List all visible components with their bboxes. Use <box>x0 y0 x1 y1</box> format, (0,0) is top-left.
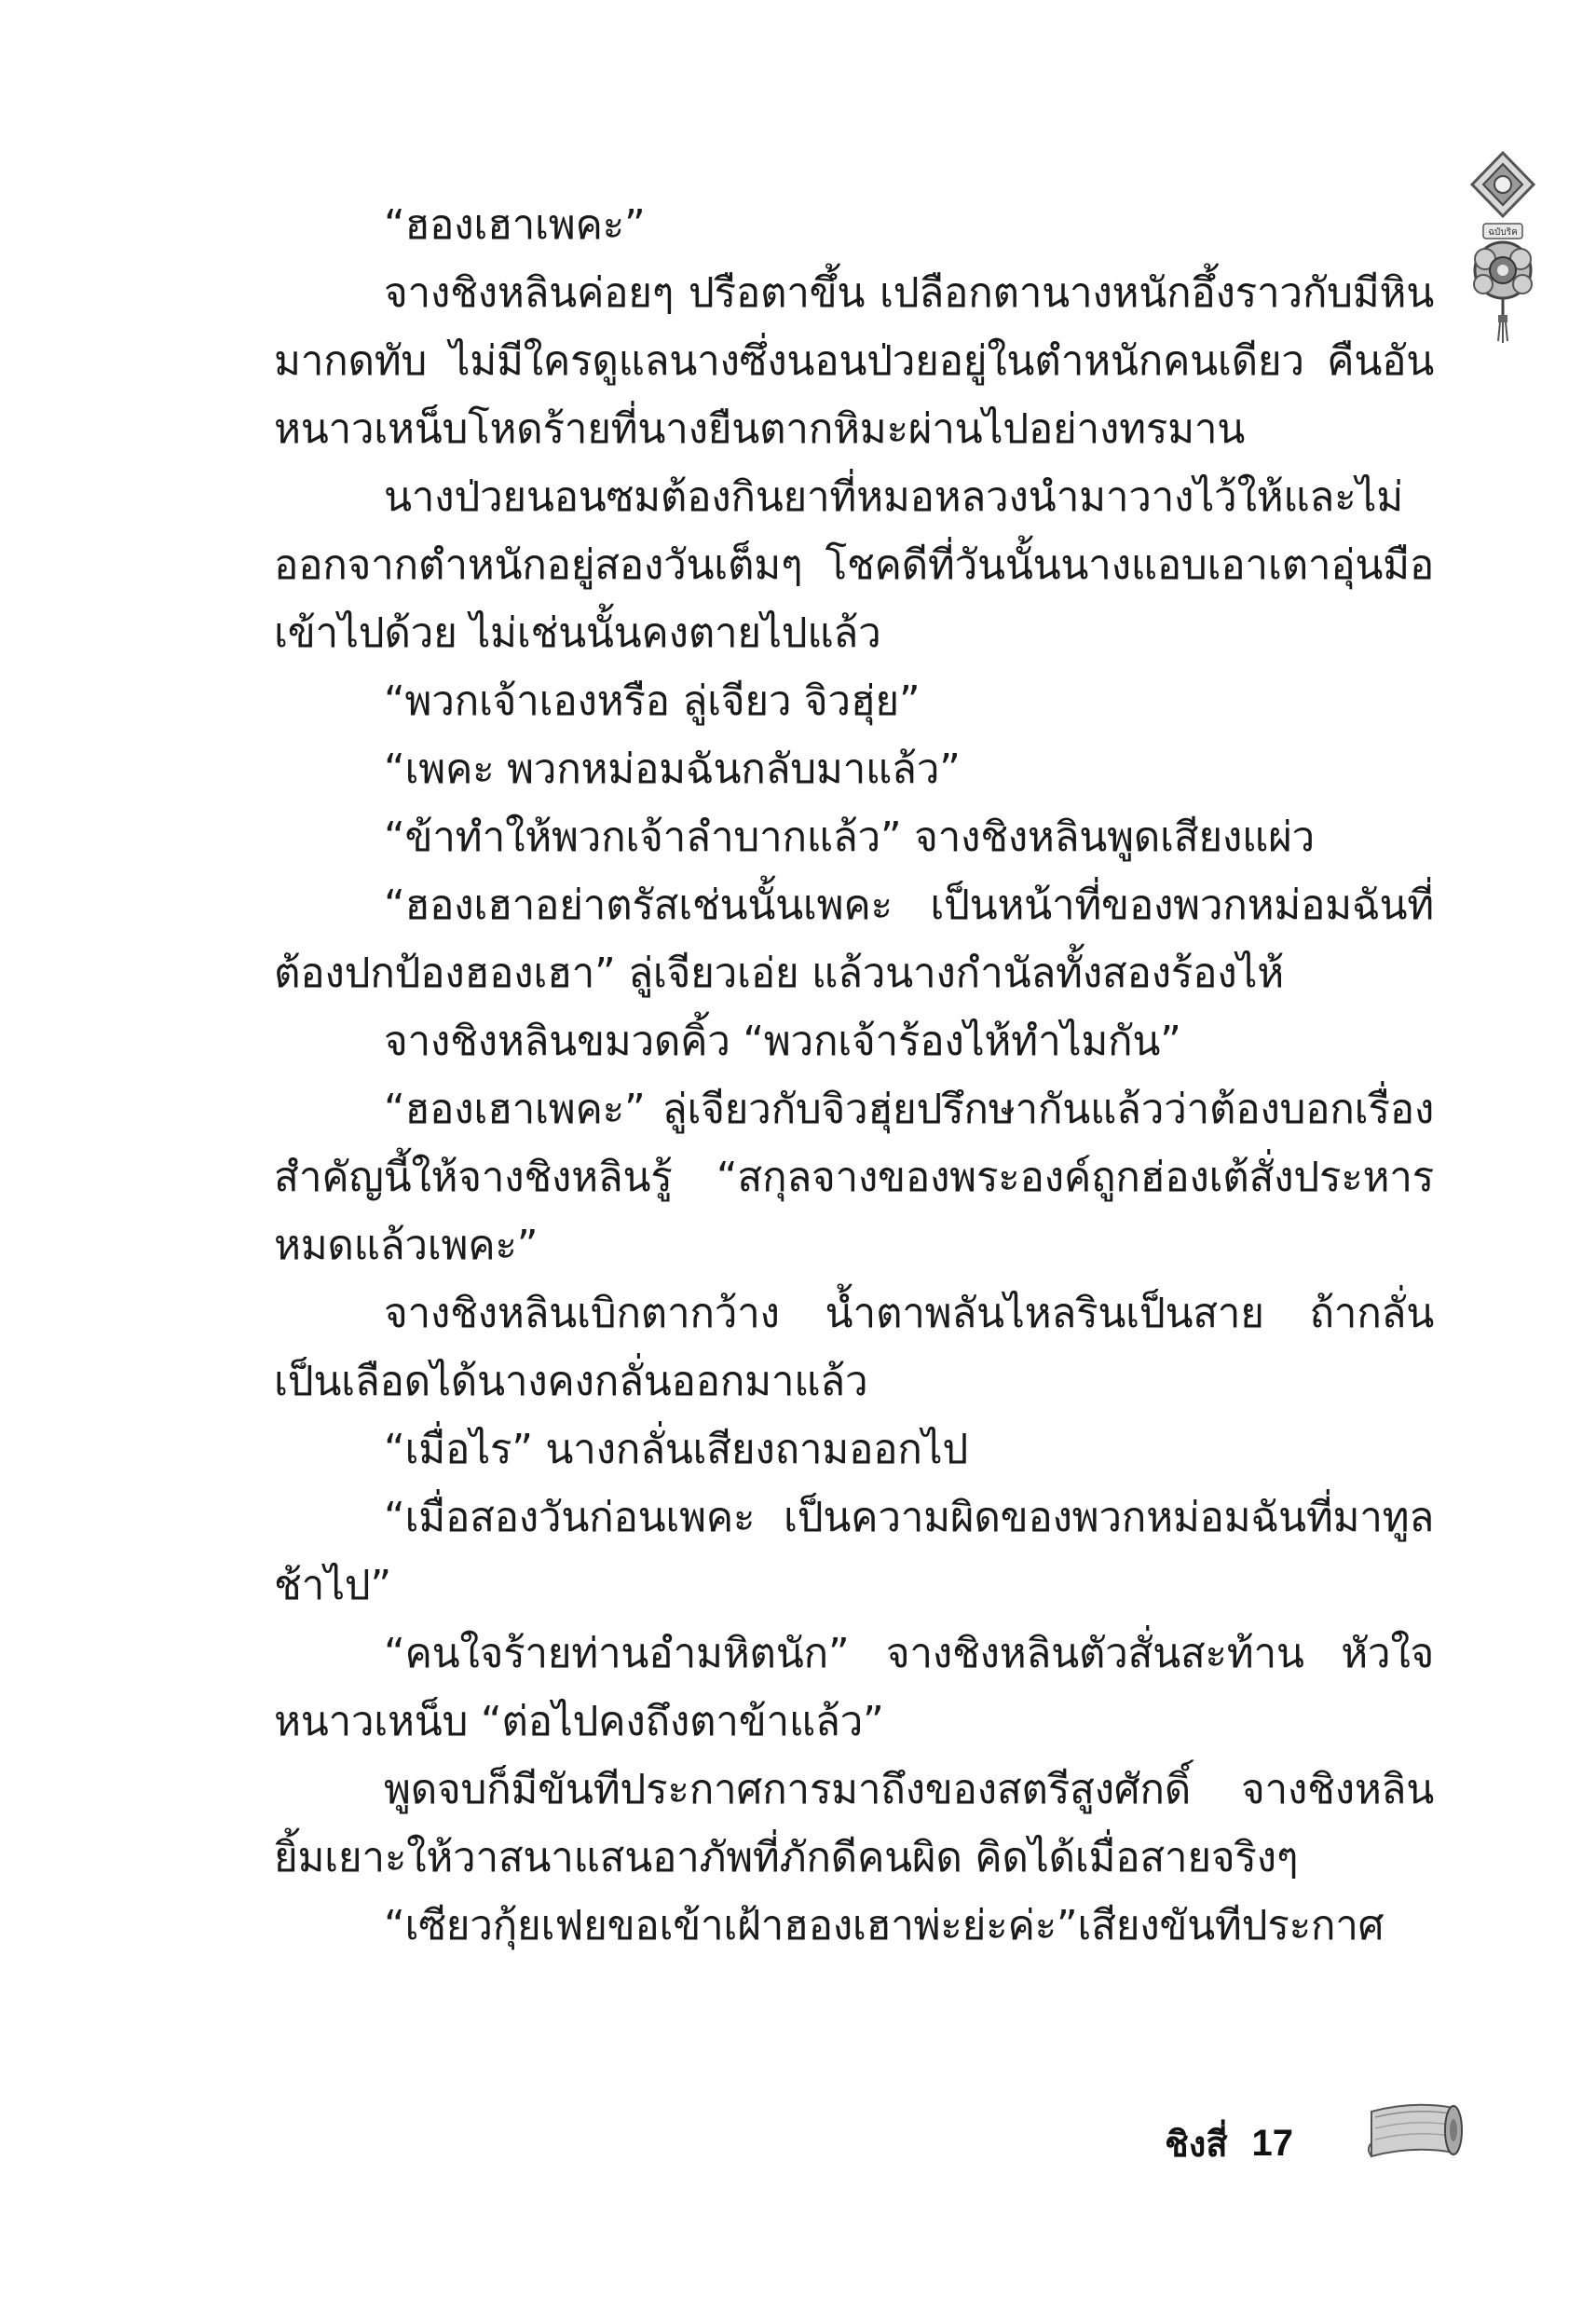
paragraph: “เพคะ พวกหม่อมฉันกลับมาแล้ว” <box>384 745 961 793</box>
paragraph: จางชิงหลินขมวดคิ้ว “พวกเจ้าร้องไห้ทำไมกัน” <box>384 1018 1181 1065</box>
book-title: ชิงสี่ <box>1165 2123 1228 2165</box>
chinese-knot-ornament-icon <box>1461 149 1545 345</box>
scroll-icon <box>1362 2095 1465 2175</box>
body-text <box>274 191 1434 1960</box>
paragraph: “ข้าทำให้พวกเจ้าลำบากแล้ว” จางชิงหลินพูดเสียงแผ่ว <box>384 814 1315 861</box>
paragraph: “เมื่อไร” นางกลั่นเสียงถามออกไป <box>384 1426 969 1473</box>
page-footer <box>1165 2115 1293 2171</box>
paragraph: นางป่วยนอนซมต้องกินยาที่หมอหลวงนำมาวางไว้ให้และไม่ออกจากตำหนักอยู่สองวันเต็มๆ โชคดีที่วันนั้นนางแอบเอาเตาอุ่นมือเข้าไปด้วย ไม่เช่นนั้นคงตายไปแล้ว <box>274 473 1434 657</box>
ornament-label: ฉบับริค <box>1488 227 1518 238</box>
paragraph: พูดจบก็มีขันทีประกาศการมาถึงของสตรีสูงศักดิ์ จางชิงหลินยิ้มเยาะให้วาสนาแสนอาภัพที่ภักดีคนผิด คิดได้เมื่อสายจริงๆ <box>274 1766 1434 1881</box>
paragraph: “ฮองเฮาเพคะ” ลู่เจียวกับจิวฮุ่ยปรึกษากันแล้วว่าต้องบอกเรื่องสำคัญนี้ให้จางชิงหลินรู้ “สกุลจางของพระองค์ถูกฮ่องเต้สั่งประหารหมดแล้วเพคะ” <box>274 1086 1434 1269</box>
paragraph: “ฮองเฮาอย่าตรัสเช่นนั้นเพคะ เป็นหน้าที่ของพวกหม่อมฉันที่ต้องปกป้องฮองเฮา” ลู่เจียวเอ่ย แล้วนางกำนัลทั้งสองร้องไห้ <box>274 882 1434 997</box>
paragraph: “ฮองเฮาเพคะ” <box>384 201 646 249</box>
paragraph: “พวกเจ้าเองหรือ ลู่เจียว จิวฮุ่ย” <box>384 677 921 725</box>
paragraph: “เมื่อสองวันก่อนเพคะ เป็นความผิดของพวกหม่อมฉันที่มาทูลช้าไป” <box>274 1494 1434 1609</box>
paragraph: จางชิงหลินค่อยๆ ปรือตาขึ้น เปลือกตานางหนักอึ้งราวกับมีหินมากดทับ ไม่มีใครดูแลนางซึ่งนอนป่วยอยู่ในตำหนักคนเดียว คืนอันหนาวเหน็บโหดร้ายที่นางยืนตากหิมะผ่านไปอย่างทรมาน <box>274 269 1434 453</box>
page-number: 17 <box>1251 2122 1294 2164</box>
paragraph: “เซียวกุ้ยเฟยขอเข้าเฝ้าฮองเฮาพ่ะย่ะค่ะ”เสียงขันทีประกาศ <box>384 1902 1385 1949</box>
paragraph: จางชิงหลินเบิกตากว้าง น้ำตาพลันไหลรินเป็นสาย ถ้ากลั่นเป็นเลือดได้นางคงกลั่นออกมาแล้ว <box>274 1290 1434 1405</box>
paragraph: “คนใจร้ายท่านอำมหิตนัก” จางชิงหลินตัวสั่นสะท้าน หัวใจหนาวเหน็บ “ต่อไปคงถึงตาข้าแล้ว” <box>274 1630 1434 1745</box>
